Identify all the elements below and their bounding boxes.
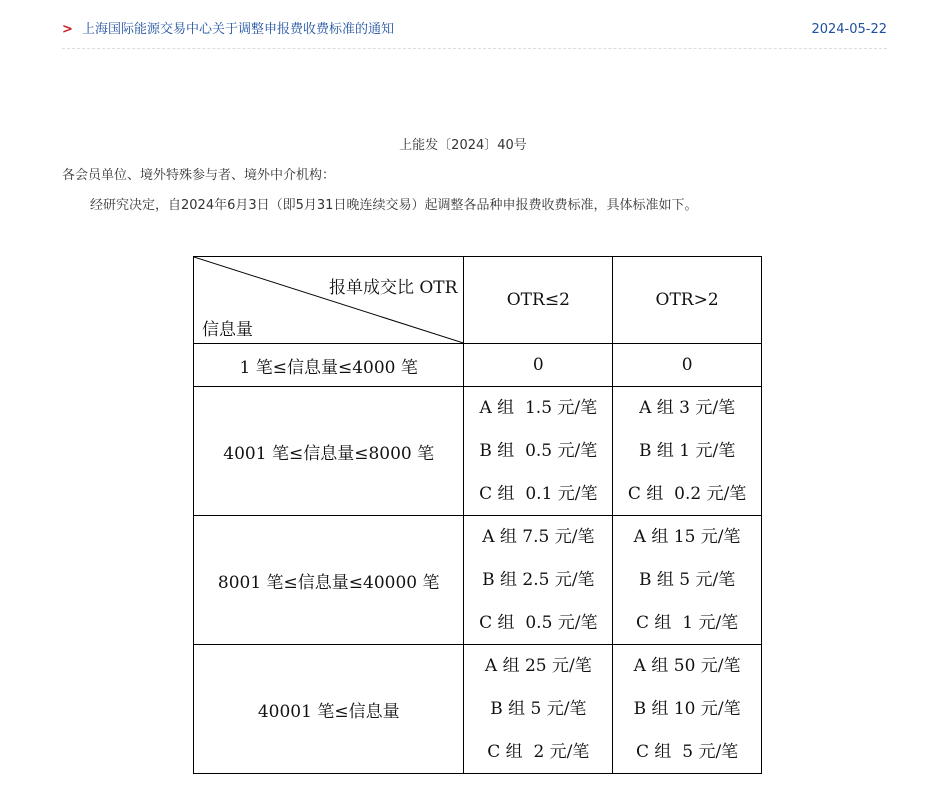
group-c-fee: C 组 5 元/笔 [636,741,739,762]
group-b-fee: B 组 1 元/笔 [638,440,736,461]
notice-title-link[interactable]: 上海国际能源交易中心关于调整申报费收费标准的通知 [82,22,395,37]
volume-range-cell: 8001 笔≤信息量≤40000 笔 [194,516,464,645]
group-c-fee: C 组 2 元/笔 [487,741,590,762]
volume-range-cell: 1 笔≤信息量≤4000 笔 [194,344,464,387]
fee-table [193,256,762,774]
header-otr-le-2: OTR≤2 [464,257,613,344]
group-b-fee: B 组 5 元/笔 [638,569,736,590]
fee-row [194,645,762,774]
header-otr-label: 报单成交比 OTR [328,278,458,298]
dashed-divider [62,48,887,49]
group-b-fee: B 组 5 元/笔 [490,698,587,719]
fee-row [194,516,762,645]
group-c-fee: C 组 0.5 元/笔 [479,612,598,633]
group-c-fee: C 组 1 元/笔 [636,612,739,633]
salutation: 各会员单位、境外特殊参与者、境外中介机构： [62,168,336,183]
fee-cell-otr-gt-2 [613,516,762,645]
notice-date: 2024-05-22 [811,22,887,37]
group-b-fee: B 组 10 元/笔 [633,698,741,719]
group-a-fee: A 组 25 元/笔 [484,656,592,677]
volume-range-cell: 40001 笔≤信息量 [194,645,464,774]
volume-range-cell: 4001 笔≤信息量≤8000 笔 [194,387,464,516]
chevron-right-icon: > [62,22,73,37]
notice-header [62,18,887,46]
fee-cell-otr-le-2: 0 [464,344,613,387]
group-c-fee: C 组 0.2 元/笔 [627,483,747,504]
group-a-fee: A 组 3 元/笔 [639,398,736,419]
fee-cell-otr-gt-2 [613,387,762,516]
fee-row [194,387,762,516]
group-a-fee: A 组 15 元/笔 [633,527,741,548]
body-paragraph: 经研究决定，自2024年6月3日（即5月31日晚连续交易）起调整各品种申报费收费标准，具体标准如下。 [90,198,698,213]
header-volume-label: 信息量 [202,320,253,340]
fee-cell-otr-le-2 [464,516,613,645]
group-b-fee: B 组 2.5 元/笔 [482,569,595,590]
fee-cell-otr-gt-2 [613,645,762,774]
fee-cell-otr-le-2 [464,645,613,774]
fee-cell-otr-le-2 [464,387,613,516]
fee-table-header-row [194,257,762,344]
document-number: 上能发〔2024〕40号 [399,138,527,153]
header-otr-gt-2: OTR>2 [613,257,762,344]
group-a-fee: A 组 7.5 元/笔 [482,527,595,548]
group-b-fee: B 组 0.5 元/笔 [479,440,598,461]
group-c-fee: C 组 0.1 元/笔 [479,483,598,504]
fee-cell-otr-gt-2: 0 [613,344,762,387]
fee-row [194,344,762,387]
group-a-fee: A 组 50 元/笔 [633,656,741,677]
diagonal-header-cell [194,257,464,344]
group-a-fee: A 组 1.5 元/笔 [479,398,598,419]
